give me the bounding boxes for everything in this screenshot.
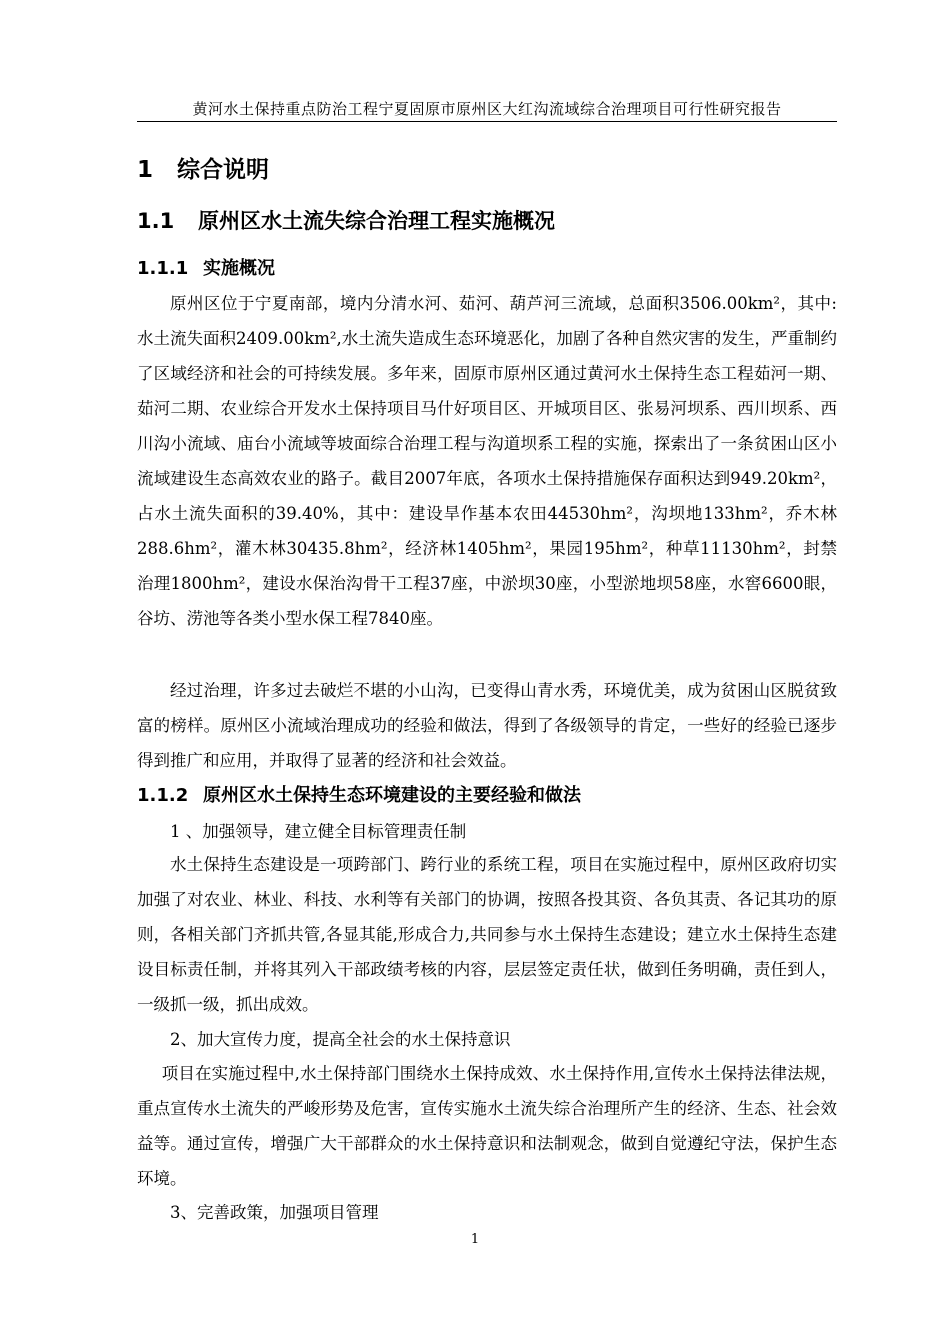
paragraph-results: 经过治理，许多过去破烂不堪的小山沟，已变得山青水秀，环境优美，成为贫困山区脱贫致富的榜样。原州区小流域治理成功的经验和做法，得到了各级领导的肯定，一些好的经验已逐步得到推广和应用，并取得了显著的经济和社会效益。 [137,681,837,770]
paragraph-publicity: 项目在实施过程中,水土保持部门围绕水土保持成效、水土保持作用,宣传水土保持法律法规，重点宣传水土流失的严峻形势及危害，宣传实施水土流失综合治理所产生的经济、生态、社会效益等。通过宣传，增强广大干部群众的水土保持意识和法制观念，做到自觉遵纪守法，保护生态环境。 [137,1064,837,1188]
paragraph-leadership: 水土保持生态建设是一项跨部门、跨行业的系统工程，项目在实施过程中，原州区政府切实加强了对农业、林业、科技、水利等有关部门的协调，按照各投其资、各负其责、各记其功的原则，各相关部门齐抓共管,各显其能,形成合力,共同参与水土保持生态建设；建立水土保持生态建设目标责任制，并将其列入干部政绩考核的内容，层层签定责任状，做到任务明确，责任到人，一级抓一级，抓出成效。 [137,855,837,1014]
section-heading-1-1-1 [137,255,275,283]
section-number: 1.1.2 [137,785,189,806]
header-rule [137,121,837,122]
section-title: 综合说明 [177,157,269,183]
section-title: 原州区水土流失综合治理工程实施概况 [198,209,555,233]
running-header: 黄河水土保持重点防治工程宁夏固原市原州区大红沟流域综合治理项目可行性研究报告 [192,100,782,118]
list-item-policy: 3、完善政策，加强项目管理 [170,1203,379,1222]
list-item-publicity: 2、加大宣传力度，提高全社会的水土保持意识 [170,1030,511,1049]
section-heading-1-1 [137,206,555,236]
section-title: 实施概况 [203,258,275,279]
section-number: 1 [137,157,154,183]
section-heading-1-1-2 [137,782,581,810]
section-heading-1 [137,154,269,186]
section-number: 1.1.1 [137,258,189,279]
section-number: 1.1 [137,209,175,233]
section-title: 原州区水土保持生态环境建设的主要经验和做法 [203,785,581,806]
page-number: 1 [470,1232,480,1247]
list-item-leadership: 1 、加强领导，建立健全目标管理责任制 [170,822,467,841]
paragraph-overview: 原州区位于宁夏南部，境内分清水河、茹河、葫芦河三流域，总面积3506.00km²，其中:水土流失面积2409.00km²,水土流失造成生态环境恶化，加剧了各种自然灾害的发生，严重制约了区域经济和社会的可持续发展。多年来，固原市原州区通过黄河水土保持生态工程茹河一期、茹河二期、农业综合开发水土保持项目马什好项目区、开城项目区、张易河坝系、西川坝系、西川沟小流域、庙台小流域等坡面综合治理工程与沟道坝系工程的实施，探索出了一条贫困山区小流域建设生态高效农业的路子。截目2007年底，各项水土保持措施保存面积达到949.20km²，占水土流失面积的39.40%，其中：建设旱作基本农田44530hm²，沟坝地133hm²，乔木林288.6hm²，灌木林30435.8hm²，经济林1405hm²，果园195hm²，种草11130hm²，封禁治理1800hm²，建设水保治沟骨干工程37座，中淤坝30座，小型淤地坝58座，水窖6600眼，谷坊、涝池等各类小型水保工程7840座。 [137,294,837,628]
